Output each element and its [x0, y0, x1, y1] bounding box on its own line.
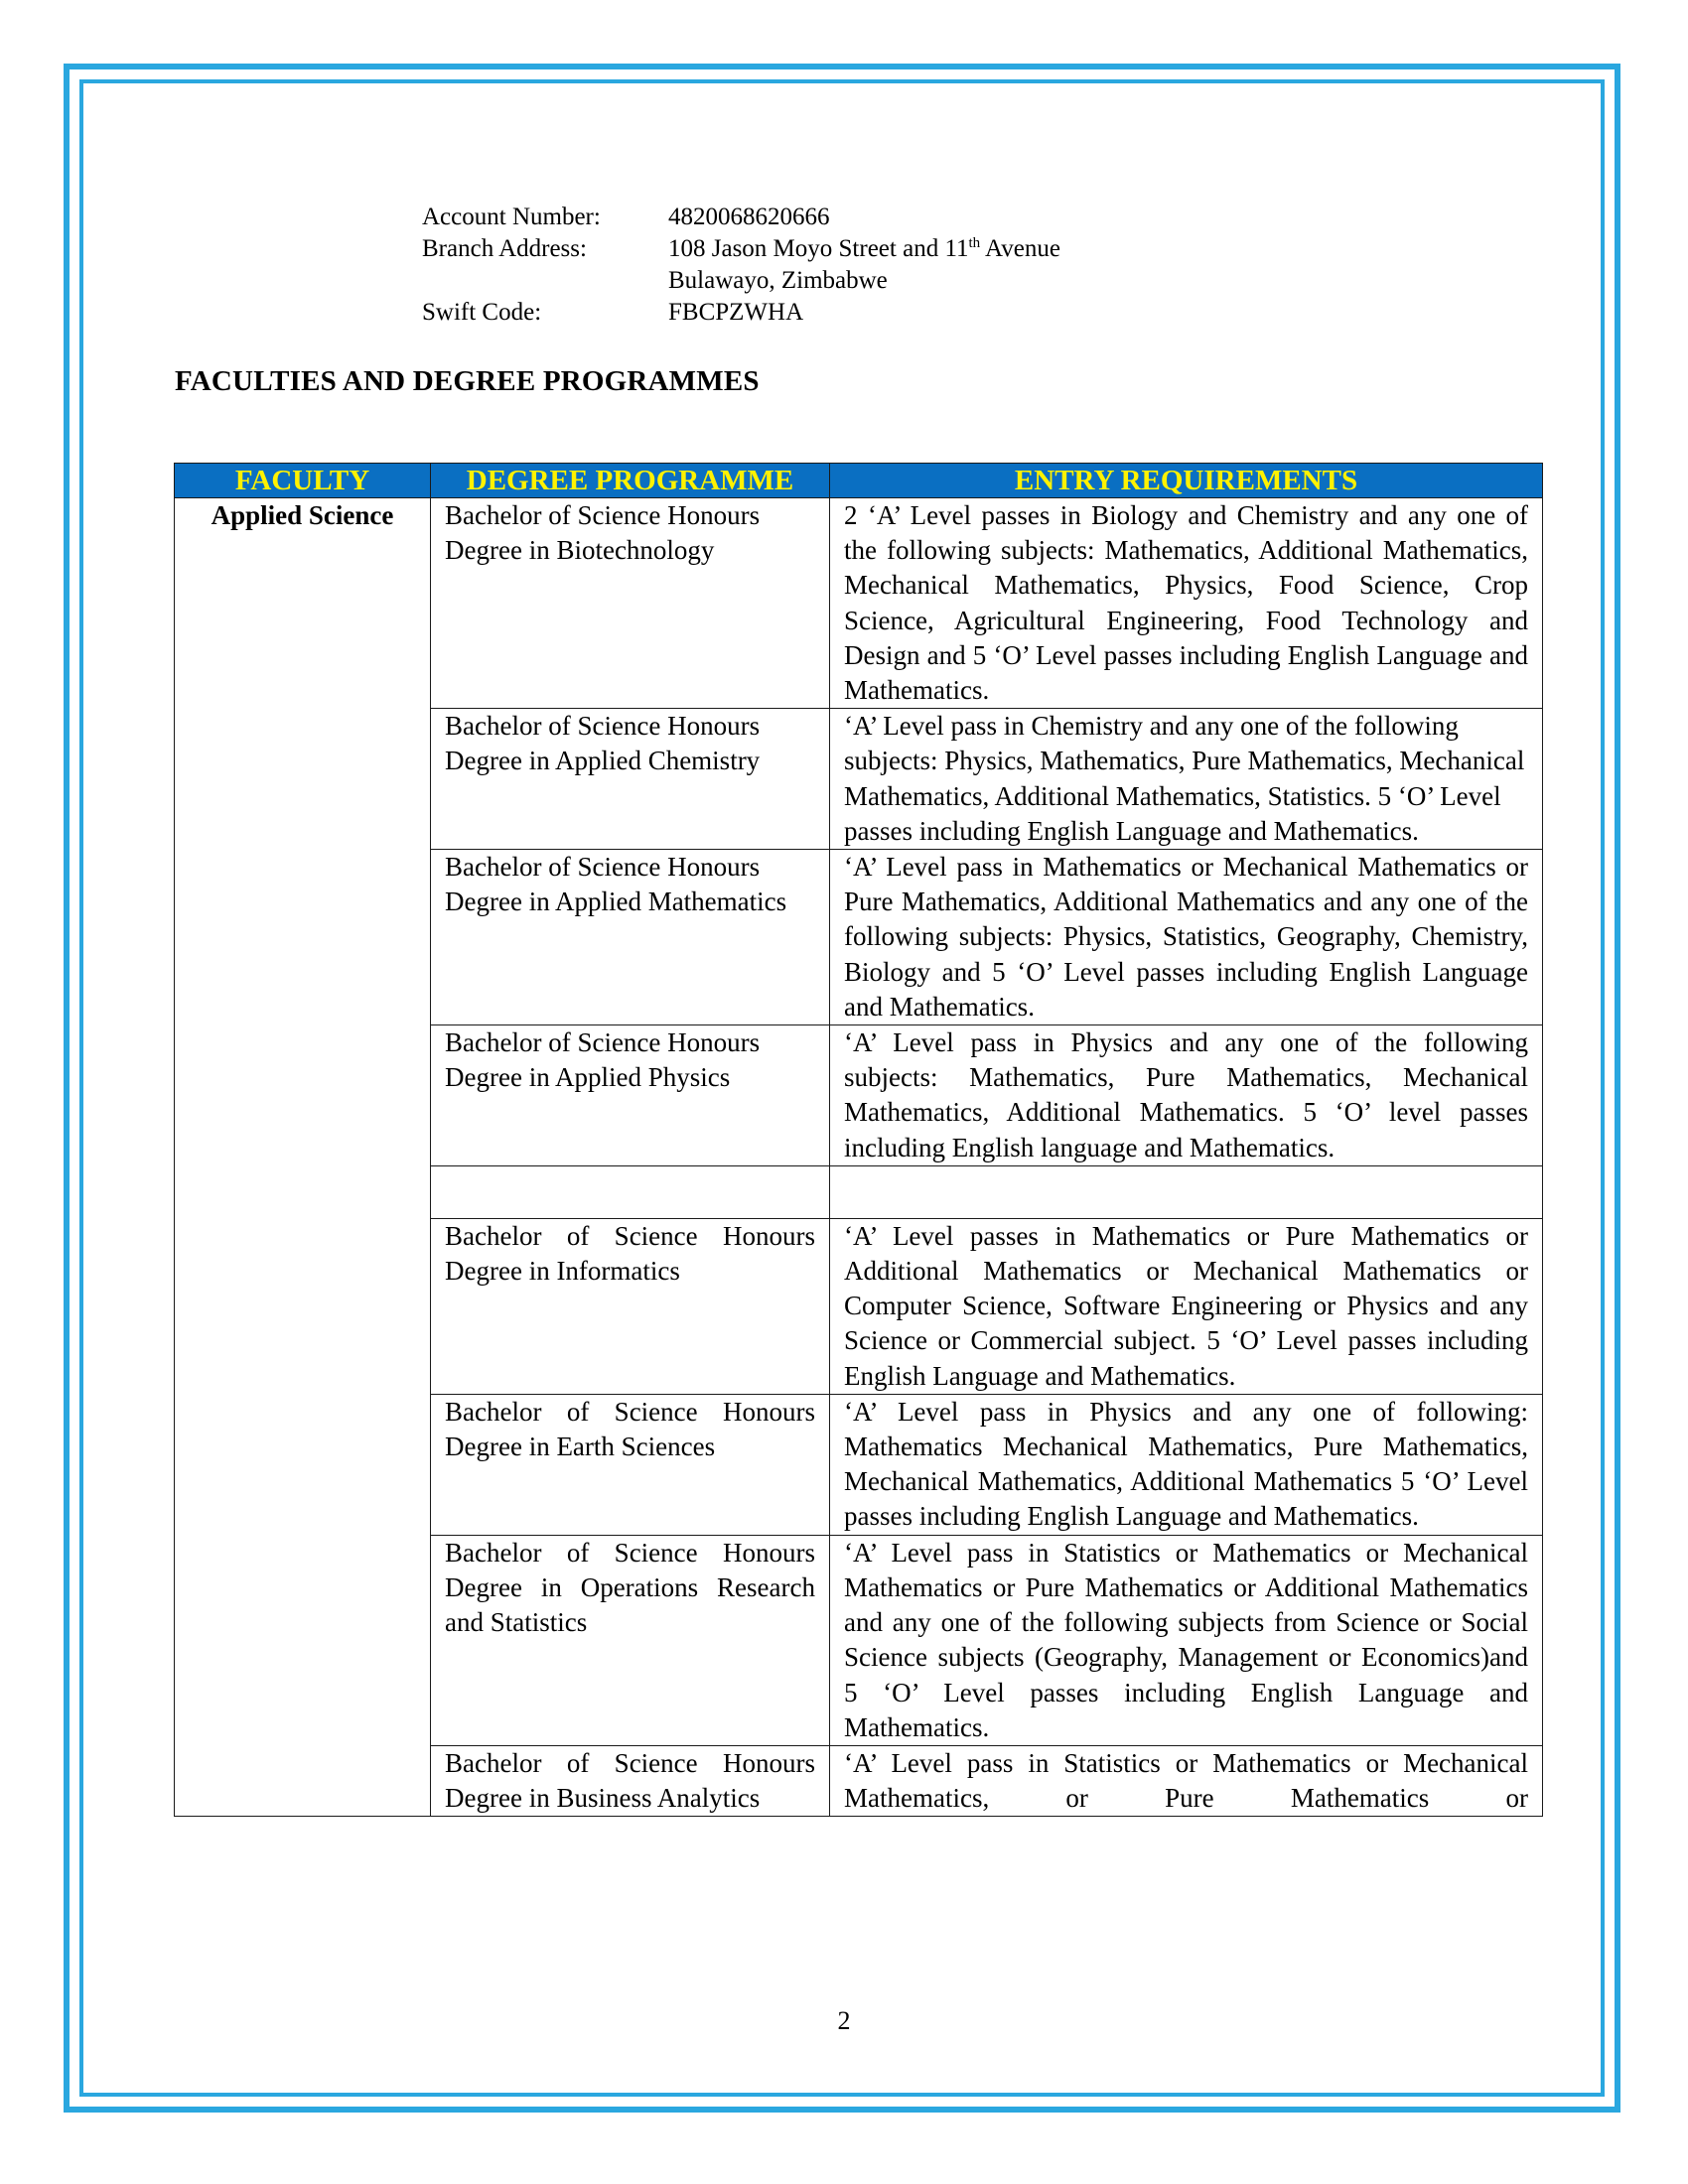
- requirements-cell: ‘A’ Level pass in Physics and any one of the following subjects: Mathematics, Pure Mathematics, Mechanical Mathematics, Additional Mathematics. 5 ‘O’ level passes including English language and Mathematics.: [830, 1025, 1543, 1166]
- programme-cell: Bachelor of Science Honours Degree in Biotechnology: [431, 498, 830, 709]
- header-faculty: FACULTY: [175, 464, 431, 498]
- requirements-cell: ‘A’ Level pass in Physics and any one of following: Mathematics Mechanical Mathematics, Pure Mathematics, Mechanical Mathematics, Additional Mathematics 5 ‘O’ Level passes including English Language and Mathematics.: [830, 1394, 1543, 1535]
- requirements-cell: ‘A’ Level pass in Chemistry and any one of the following subjects: Physics, Mathematics, Pure Mathematics, Mechanical Mathematics, Additional Mathematics, Statistics. 5 ‘O’ Level passes including English Language and Mathematics.: [830, 709, 1543, 850]
- requirements-cell: ‘A’ Level pass in Statistics or Mathematics or Mechanical Mathematics, or Pure Mathematics or: [830, 1745, 1543, 1816]
- account-label: Account Number:: [422, 204, 601, 230]
- section-heading: FACULTIES AND DEGREE PROGRAMMES: [175, 365, 760, 397]
- requirements-cell: 2 ‘A’ Level passes in Biology and Chemistry and any one of the following subjects: Mathematics, Additional Mathematics, Mechanical Mathematics, Physics, Food Science, Crop Science, Agricultural Engineering, Food Technology and Design and 5 ‘O’ Level passes including English Language and Mathematics.: [830, 498, 1543, 709]
- programmes-table: [174, 463, 1543, 1817]
- header-requirements: ENTRY REQUIREMENTS: [830, 464, 1543, 498]
- page-number: 2: [837, 2006, 851, 2035]
- requirements-cell: ‘A’ Level pass in Mathematics or Mechanical Mathematics or Pure Mathematics, Additional Mathematics and any one of the following subjects: Physics, Statistics, Geography, Chemistry, Biology and 5 ‘O’ Level passes including English Language and Mathematics.: [830, 850, 1543, 1025]
- bank-details: [422, 202, 1060, 329]
- requirements-cell: ‘A’ Level passes in Mathematics or Pure Mathematics or Additional Mathematics or Mechanical Mathematics or Computer Science, Software Engineering or Physics and any Science or Commercial subject. 5 ‘O’ Level passes including English Language and Mathematics.: [830, 1218, 1543, 1394]
- account-row: [422, 202, 1060, 233]
- programme-cell: Bachelor of Science Honours Degree in Applied Chemistry: [431, 709, 830, 850]
- programme-cell: [431, 1165, 830, 1218]
- branch-line1-pre: 108 Jason Moyo Street and 11: [668, 235, 969, 262]
- programme-cell: Bachelor of Science Honours Degree in Operations Research and Statistics: [431, 1535, 830, 1745]
- swift-label: Swift Code:: [422, 299, 542, 326]
- programme-cell: Bachelor of Science Honours Degree in Applied Mathematics: [431, 850, 830, 1025]
- faculty-cell: Applied Science: [175, 498, 431, 1817]
- branch-value: [668, 233, 1060, 265]
- programme-cell: Bachelor of Science Honours Degree in Business Analytics: [431, 1745, 830, 1816]
- programme-cell: Bachelor of Science Honours Degree in Applied Physics: [431, 1025, 830, 1166]
- branch-row-2: [422, 265, 1060, 297]
- requirements-cell: [830, 1165, 1543, 1218]
- account-value: 4820068620666: [668, 204, 830, 230]
- branch-line1-post: Avenue: [980, 235, 1060, 262]
- programme-cell: Bachelor of Science Honours Degree in Informatics: [431, 1218, 830, 1394]
- branch-row: [422, 233, 1060, 265]
- table-header-row: [175, 464, 1543, 498]
- table-row: [175, 498, 1543, 709]
- swift-row: [422, 297, 1060, 329]
- header-programme: DEGREE PROGRAMME: [431, 464, 830, 498]
- branch-line2: Bulawayo, Zimbabwe: [668, 267, 888, 294]
- branch-line1-sup: th: [968, 235, 981, 251]
- requirements-cell: ‘A’ Level pass in Statistics or Mathematics or Mechanical Mathematics or Pure Mathematics or Additional Mathematics and any one of the following subjects from Science or Social Science subjects (Geography, Management or Economics)and 5 ‘O’ Level passes including English Language and Mathematics.: [830, 1535, 1543, 1745]
- branch-label: Branch Address:: [422, 235, 587, 262]
- swift-value: FBCPZWHA: [668, 299, 804, 326]
- programme-cell: Bachelor of Science Honours Degree in Earth Sciences: [431, 1394, 830, 1535]
